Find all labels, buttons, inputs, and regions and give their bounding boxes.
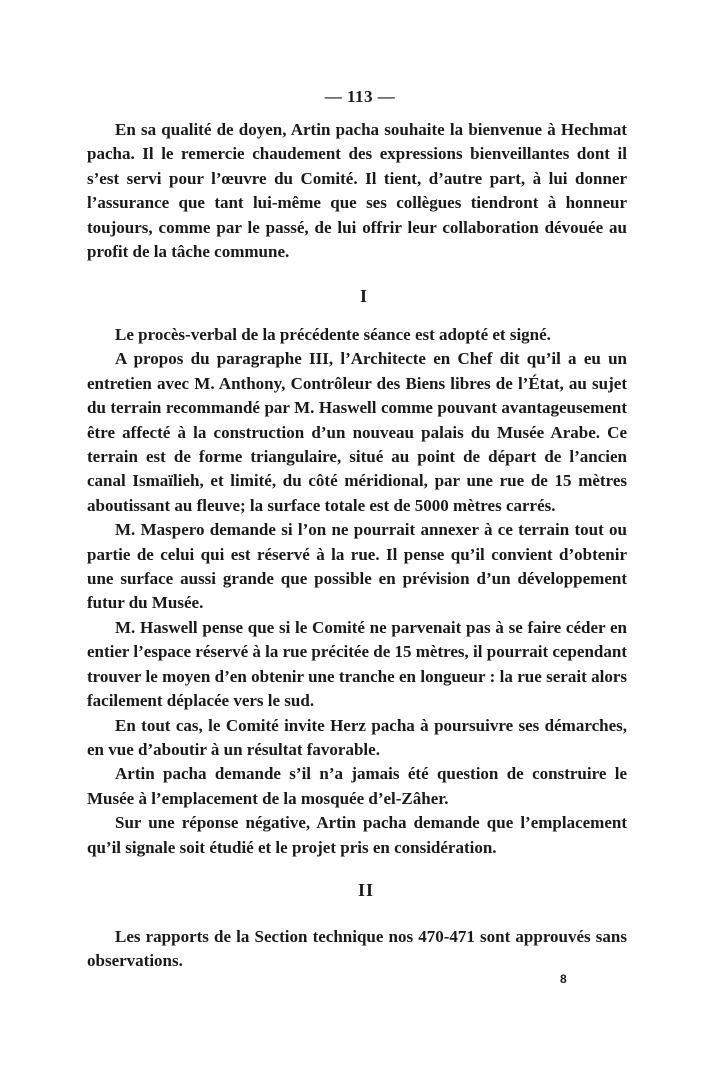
- paragraph: Sur une réponse négative, Artin pacha demande que l’emplacement qu’il signale soit étudié et le projet pris en considération.: [87, 813, 627, 857]
- section-1-body: [87, 323, 627, 860]
- section-2-body: [87, 925, 627, 974]
- intro-block: [87, 118, 627, 264]
- section-heading-2: II: [357, 880, 374, 900]
- page-number: — 113 —: [324, 87, 396, 106]
- paragraph: Artin pacha demande s’il n’a jamais été question de construire le Musée à l’emplacement de la mosquée d’el-Zâher.: [87, 764, 627, 808]
- paragraph: M. Maspero demande si l’on ne pourrait annexer à ce terrain tout ou partie de celui qui est réservé à la rue. Il pense qu’il convient d’obtenir une surface aussi grande que possible en prévision d’un développement futur du Musée.: [87, 520, 627, 613]
- signature-mark: 8: [560, 972, 567, 986]
- paragraph: En tout cas, le Comité invite Herz pacha à poursuivre ses démarches, en vue d’aboutir à un résultat favorable.: [87, 715, 627, 759]
- intro-paragraph: En sa qualité de doyen, Artin pacha souhaite la bienvenue à Hechmat pacha. Il le remercie chaudement des expressions bienveillantes dont il s’est servi pour l’œuvre du Comité. Il tient, d’autre part, à lui donner l’assurance que tant lui-même que ses collègues tiendront à honneur toujours, comme par le passé, de lui offrir leur collaboration dévouée au profit de la tâche commune.: [87, 120, 627, 262]
- paragraph: Les rapports de la Section technique nos 470-471 sont approuvés sans observations.: [87, 927, 627, 971]
- paragraph: A propos du paragraphe III, l’Architecte en Chef dit qu’il a eu un entretien avec M. Anthony, Contrôleur des Biens libres de l’État, au sujet du terrain recommandé par M. Haswell comme pouvant avantageusement être affecté à la construction d’un nouveau palais du Musée Arabe. Ce terrain est de forme triangulaire, situé au point de départ de l’ancien canal Ismaïlieh, et limité, du côté méridional, par une rue de 15 mètres aboutissant au fleuve; la surface totale est de 5000 mètres carrés.: [87, 349, 627, 515]
- paragraph: Le procès-verbal de la précédente séance est adopté et signé.: [115, 325, 551, 344]
- paragraph: M. Haswell pense que si le Comité ne parvenait pas à se faire céder en entier l’espace réservé à la rue précitée de 15 mètres, il pourrait cependant trouver le moyen d’en obtenir une tranche en longueur : la rue serait alors facilement déplacée vers le sud.: [87, 617, 627, 711]
- section-heading-1: I: [359, 286, 368, 306]
